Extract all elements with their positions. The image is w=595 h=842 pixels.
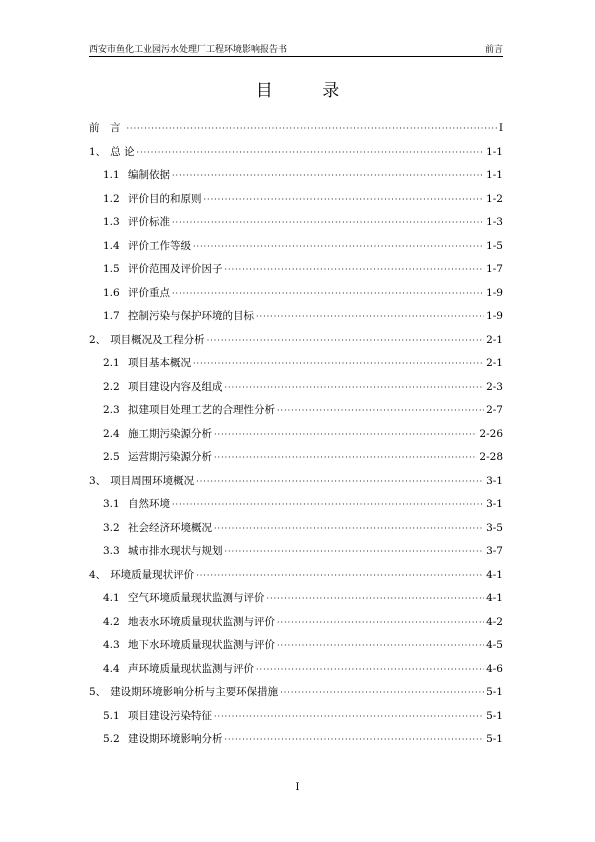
toc-chapter-entry[interactable] bbox=[89, 681, 503, 705]
toc-dot-leader bbox=[172, 164, 484, 188]
toc-entry-page: 4-1 bbox=[486, 568, 503, 581]
toc-section-entry[interactable] bbox=[89, 517, 503, 541]
toc-dot-leader bbox=[267, 587, 485, 611]
toc-entry-number: 4.3 bbox=[103, 639, 120, 651]
toc-entry-number: 2.3 bbox=[103, 404, 120, 416]
toc-entry-label: 运营期污染源分析 bbox=[128, 451, 212, 463]
toc-section-entry[interactable] bbox=[89, 188, 503, 212]
toc-section-entry[interactable] bbox=[89, 493, 503, 517]
toc-entry-label: 项目建设污染特征 bbox=[128, 709, 212, 722]
toc-entry-page: 1-9 bbox=[486, 286, 503, 299]
toc-dot-leader bbox=[172, 211, 484, 235]
toc-entry-number: 4、 bbox=[89, 568, 107, 581]
toc-entry-page: 3-5 bbox=[486, 521, 503, 534]
toc-dot-leader bbox=[193, 352, 484, 376]
toc-dot-leader bbox=[280, 681, 484, 705]
toc-entry-page: 3-1 bbox=[486, 498, 503, 510]
toc-entry-label: 声环境质量现状监测与评价 bbox=[128, 662, 254, 675]
toc-entry-label: 环境质量现状评价 bbox=[110, 568, 195, 581]
toc-entry-number: 1.5 bbox=[103, 263, 120, 275]
toc-entry-page: 4-1 bbox=[486, 592, 503, 604]
header-divider bbox=[89, 56, 503, 57]
toc-entry-page: 4-2 bbox=[486, 615, 503, 628]
toc-chapter-entry[interactable] bbox=[89, 117, 503, 141]
toc-entry-label: 评价目的和原则 bbox=[128, 192, 202, 205]
toc-section-entry[interactable] bbox=[89, 634, 503, 658]
toc-entry-number: 1.7 bbox=[103, 310, 120, 322]
toc-dot-leader bbox=[204, 188, 485, 212]
toc-entry-number: 1.3 bbox=[103, 216, 120, 228]
toc-dot-leader bbox=[196, 564, 484, 588]
toc-entry-number: 2.5 bbox=[103, 451, 120, 463]
toc-entry-page: 4-5 bbox=[486, 639, 503, 651]
toc-entry-label: 建设期环境影响分析 bbox=[128, 733, 223, 745]
header-document-title: 西安市鱼化工业园污水处理厂工程环境影响报告书 bbox=[89, 45, 288, 55]
toc-dot-leader bbox=[256, 305, 484, 329]
toc-entry-label: 施工期污染源分析 bbox=[128, 427, 212, 440]
toc-dot-leader bbox=[214, 705, 484, 729]
toc-entry-label: 拟建项目处理工艺的合理性分析 bbox=[128, 404, 275, 416]
toc-dot-leader bbox=[172, 282, 484, 306]
toc-entry-page: 2-7 bbox=[486, 404, 503, 416]
toc-entry-number: 3.2 bbox=[103, 521, 120, 534]
toc-entry-page: 2-1 bbox=[486, 333, 503, 346]
toc-dot-leader bbox=[225, 258, 485, 282]
toc-entry-page: I bbox=[498, 122, 503, 134]
toc-entry-page: 1-5 bbox=[486, 239, 503, 252]
toc-entry-page: 1-1 bbox=[486, 145, 503, 158]
toc-entry-page: 2-28 bbox=[479, 451, 503, 463]
toc-entry-number: 1、 bbox=[89, 145, 107, 158]
toc-dot-leader bbox=[277, 634, 484, 658]
toc-entry-number: 5.2 bbox=[103, 733, 120, 745]
toc-entry-number: 2.1 bbox=[103, 357, 120, 369]
toc-entry-number: 1.4 bbox=[103, 239, 120, 252]
toc-dot-leader bbox=[196, 470, 484, 494]
toc-entry-page: 2-3 bbox=[486, 380, 503, 393]
toc-entry-label: 编制依据 bbox=[128, 169, 170, 181]
toc-entry-number: 2、 bbox=[89, 333, 107, 346]
toc-dot-leader bbox=[207, 329, 484, 353]
toc-entry-page: 5-1 bbox=[486, 709, 503, 722]
toc-section-entry[interactable] bbox=[89, 164, 503, 188]
toc-entry-number: 4.1 bbox=[103, 592, 120, 604]
toc-entry-page: 5-1 bbox=[486, 686, 503, 698]
header-section-name: 前言 bbox=[484, 45, 503, 55]
toc-entry-page: 5-1 bbox=[486, 733, 503, 745]
toc-entry-number: 3、 bbox=[89, 474, 107, 487]
toc-dot-leader bbox=[225, 728, 485, 752]
toc-section-entry[interactable] bbox=[89, 658, 503, 682]
toc-entry-page: 4-6 bbox=[486, 662, 503, 675]
toc-section-entry[interactable] bbox=[89, 305, 503, 329]
toc-dot-leader bbox=[127, 117, 497, 141]
toc-entry-page: 1-1 bbox=[486, 169, 503, 181]
toc-entry-number: 3.3 bbox=[103, 545, 120, 557]
toc-section-entry[interactable] bbox=[89, 352, 503, 376]
toc-chapter-entry[interactable] bbox=[89, 141, 503, 165]
running-header bbox=[89, 40, 503, 56]
toc-section-entry[interactable] bbox=[89, 376, 503, 400]
toc-dot-leader bbox=[137, 141, 485, 165]
toc-chapter-entry[interactable] bbox=[89, 470, 503, 494]
toc-entry-label: 总 论 bbox=[110, 145, 135, 158]
toc-section-entry[interactable] bbox=[89, 587, 503, 611]
toc-entry-number: 4.2 bbox=[103, 615, 120, 628]
toc-entry-page: 2-26 bbox=[479, 427, 503, 440]
toc-entry-label: 项目概况及工程分析 bbox=[110, 333, 205, 346]
toc-entry-number: 2.4 bbox=[103, 427, 120, 440]
toc-entry-label: 项目周围环境概况 bbox=[110, 474, 195, 487]
toc-entry-page: 3-1 bbox=[486, 474, 503, 487]
toc-entry-label: 空气环境质量现状监测与评价 bbox=[128, 592, 265, 604]
toc-dot-leader bbox=[277, 611, 484, 635]
toc-entry-number: 1.6 bbox=[103, 286, 120, 299]
toc-entry-label: 项目建设内容及组成 bbox=[128, 380, 223, 393]
toc-chapter-entry[interactable] bbox=[89, 564, 503, 588]
toc-entry-number: 4.4 bbox=[103, 662, 120, 675]
toc-entry-page: 2-1 bbox=[486, 357, 503, 369]
toc-entry-page: 3-7 bbox=[486, 545, 503, 557]
toc-entry-number: 5.1 bbox=[103, 709, 120, 722]
toc-dot-leader bbox=[225, 376, 485, 400]
toc-dot-leader bbox=[225, 540, 485, 564]
toc-dot-leader bbox=[214, 446, 477, 470]
toc-entry-label: 地下水环境质量现状监测与评价 bbox=[128, 639, 275, 651]
toc-entry-label: 评价范围及评价因子 bbox=[128, 263, 223, 275]
toc-section-entry[interactable] bbox=[89, 611, 503, 635]
toc-chapter-entry[interactable] bbox=[89, 329, 503, 353]
toc-entry-page: 1-9 bbox=[486, 310, 503, 322]
toc-entry-label: 城市排水现状与规划 bbox=[128, 545, 223, 557]
toc-section-entry[interactable] bbox=[89, 235, 503, 259]
toc-dot-leader bbox=[277, 399, 484, 423]
toc-entry-label: 控制污染与保护环境的目标 bbox=[128, 310, 254, 322]
toc-entry-number: 前 言 bbox=[89, 122, 121, 134]
toc-section-entry[interactable] bbox=[89, 705, 503, 729]
toc-entry-number: 5、 bbox=[89, 686, 107, 698]
toc-entry-label: 建设期环境影响分析与主要环保措施 bbox=[110, 686, 279, 698]
table-of-contents bbox=[89, 117, 503, 752]
toc-entry-number: 2.2 bbox=[103, 380, 120, 393]
toc-entry-label: 地表水环境质量现状监测与评价 bbox=[128, 615, 275, 628]
toc-dot-leader bbox=[256, 658, 484, 682]
toc-entry-label: 评价重点 bbox=[128, 286, 170, 299]
toc-dot-leader bbox=[193, 235, 484, 259]
toc-section-entry[interactable] bbox=[89, 728, 503, 752]
toc-entry-label: 社会经济环境概况 bbox=[128, 521, 212, 534]
toc-entry-number: 1.2 bbox=[103, 192, 120, 205]
toc-entry-label: 项目基本概况 bbox=[128, 357, 191, 369]
toc-section-entry[interactable] bbox=[89, 399, 503, 423]
toc-entry-page: 1-2 bbox=[486, 192, 503, 205]
toc-section-entry[interactable] bbox=[89, 258, 503, 282]
page-number: I bbox=[295, 782, 300, 793]
page-title: 目 录 bbox=[255, 81, 362, 101]
toc-section-entry[interactable] bbox=[89, 282, 503, 306]
toc-entry-page: 1-3 bbox=[486, 216, 503, 228]
toc-dot-leader bbox=[172, 493, 484, 517]
toc-section-entry[interactable] bbox=[89, 211, 503, 235]
toc-section-entry[interactable] bbox=[89, 423, 503, 447]
toc-dot-leader bbox=[214, 517, 484, 541]
toc-entry-label: 评价标准 bbox=[128, 216, 170, 228]
toc-entry-label: 自然环境 bbox=[128, 498, 170, 510]
toc-section-entry[interactable] bbox=[89, 540, 503, 564]
toc-entry-number: 3.1 bbox=[103, 498, 120, 510]
toc-entry-label: 评价工作等级 bbox=[128, 239, 191, 252]
toc-entry-number: 1.1 bbox=[103, 169, 120, 181]
toc-section-entry[interactable] bbox=[89, 446, 503, 470]
toc-entry-page: 1-7 bbox=[486, 263, 503, 275]
toc-dot-leader bbox=[214, 423, 477, 447]
